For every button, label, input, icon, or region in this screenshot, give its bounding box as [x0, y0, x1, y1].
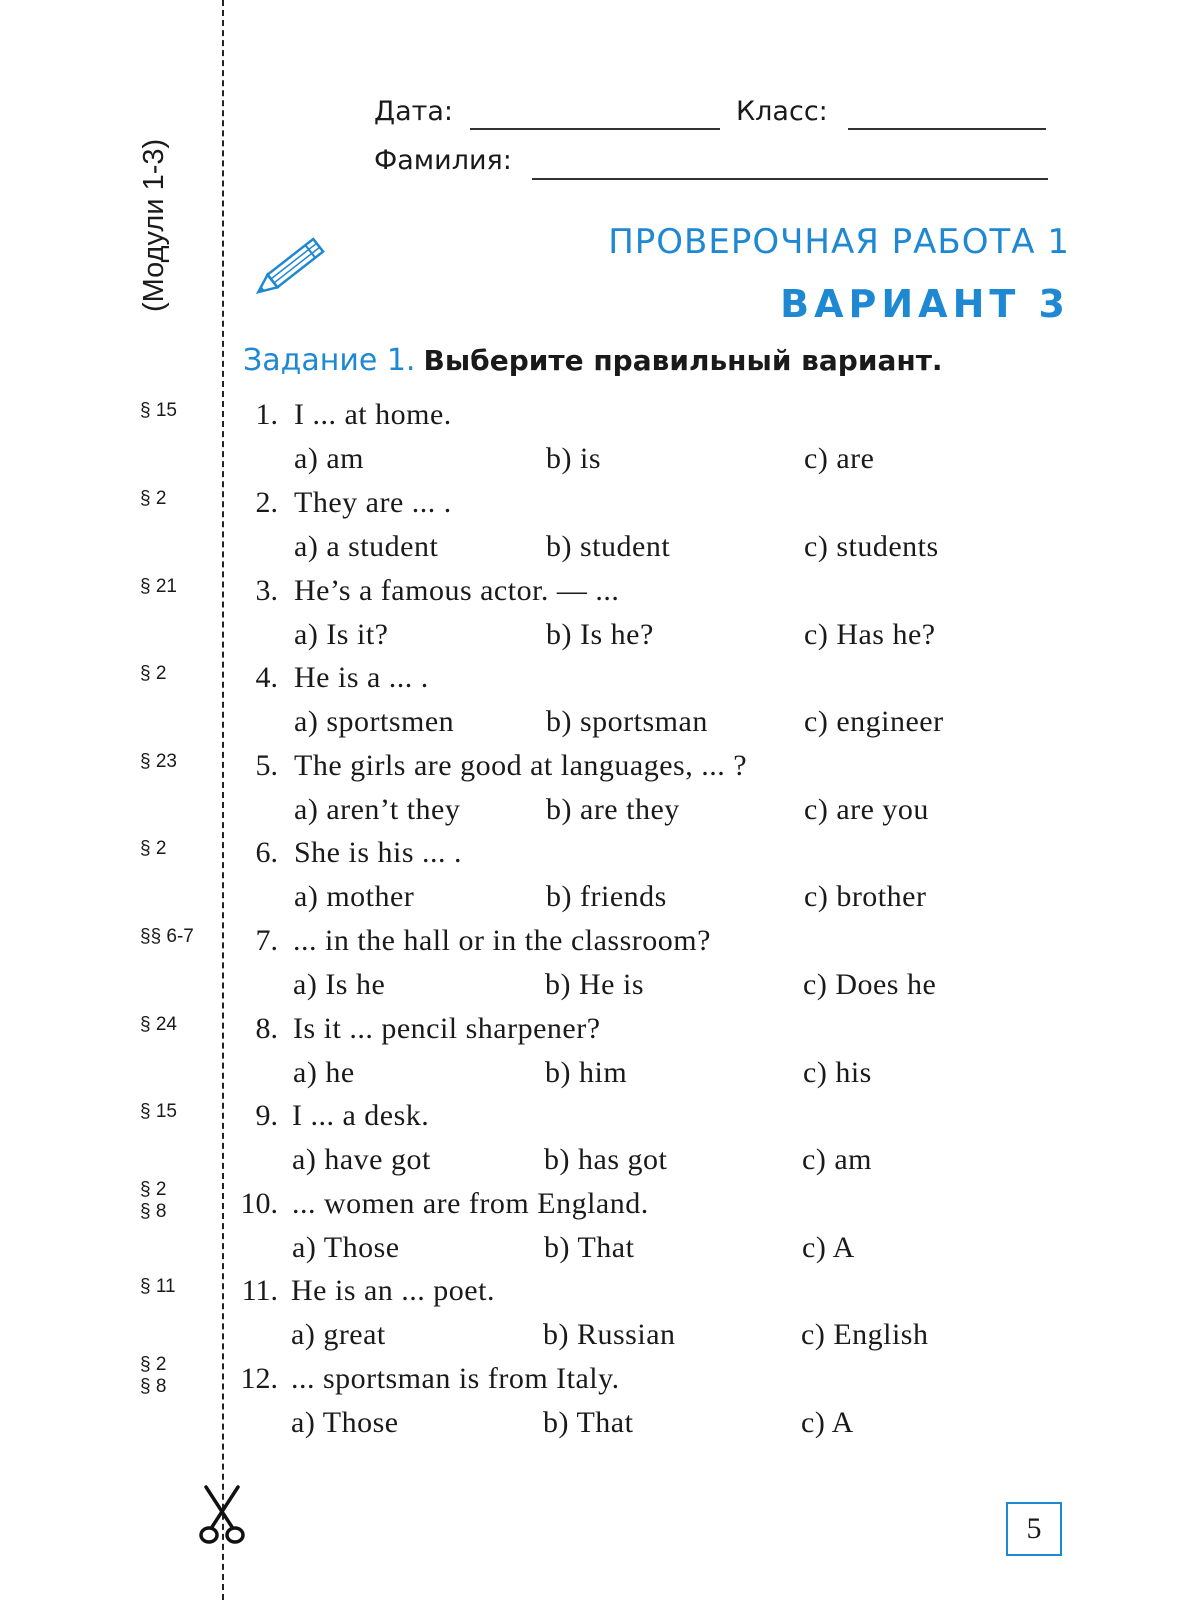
answer-option[interactable]	[294, 705, 454, 739]
grammar-reference-line: § 2	[140, 488, 167, 509]
grammar-reference-line: § 24	[140, 1014, 177, 1035]
grammar-reference-line: § 2	[140, 1354, 167, 1375]
option-letter: c)	[804, 705, 829, 738]
option-letter: c)	[803, 968, 828, 1001]
question-text: I ... at home.	[294, 398, 452, 431]
question-item	[0, 1012, 1200, 1102]
option-letter: b)	[546, 705, 572, 738]
question-text: ... in the hall or in the classroom?	[293, 924, 711, 957]
answer-option[interactable]	[294, 442, 364, 476]
grammar-reference	[140, 926, 194, 948]
option-letter: a)	[294, 880, 319, 913]
question-item	[0, 574, 1200, 664]
question-item	[0, 398, 1200, 488]
option-letter: c)	[804, 880, 829, 913]
grammar-reference-line: § 8	[140, 1201, 167, 1222]
answer-option[interactable]	[546, 880, 667, 914]
answer-option[interactable]	[801, 1318, 928, 1352]
option-letter: c)	[801, 1406, 826, 1439]
question-number: 3.	[255, 574, 278, 607]
answer-option[interactable]	[291, 1406, 399, 1440]
option-letter: b)	[546, 793, 572, 826]
grammar-reference-line: §§ 6-7	[140, 926, 194, 947]
question-number: 10.	[240, 1187, 278, 1220]
option-text: friends	[580, 880, 667, 913]
question-text: ... sportsman is from Italy.	[291, 1362, 620, 1395]
date-field[interactable]	[470, 128, 720, 130]
grammar-reference	[140, 838, 166, 860]
option-text: Does he	[835, 968, 937, 1001]
grammar-reference	[140, 488, 166, 510]
grammar-reference	[140, 576, 177, 598]
option-text: has got	[578, 1143, 668, 1176]
option-letter: a)	[294, 793, 319, 826]
grammar-reference	[140, 1179, 166, 1223]
question-number: 12.	[240, 1362, 278, 1395]
option-letter: a)	[292, 1143, 317, 1176]
answer-option[interactable]	[294, 618, 388, 652]
answer-option[interactable]	[544, 1231, 634, 1265]
option-text: mother	[326, 880, 415, 913]
answer-option[interactable]	[804, 793, 929, 827]
option-letter: a)	[291, 1406, 316, 1439]
grammar-reference-line: § 2	[140, 838, 167, 859]
option-text: great	[323, 1318, 386, 1351]
option-letter: c)	[804, 442, 829, 475]
answer-option[interactable]	[804, 442, 874, 476]
pencil-icon	[246, 228, 338, 306]
option-text: Is it?	[326, 618, 389, 651]
grammar-reference-line: § 11	[140, 1276, 176, 1297]
question-text: ... women are from England.	[292, 1187, 649, 1220]
answer-option[interactable]	[543, 1406, 633, 1440]
question-item	[0, 1274, 1200, 1364]
question-number: 1.	[255, 398, 278, 431]
option-text: He is	[579, 968, 644, 1001]
answer-option[interactable]	[804, 530, 939, 564]
option-letter: b)	[544, 1143, 570, 1176]
option-text: brother	[836, 880, 927, 913]
option-letter: a)	[292, 1231, 317, 1264]
question-item	[0, 1099, 1200, 1189]
grammar-reference-line: § 2	[140, 663, 167, 684]
grammar-reference-line: § 2	[140, 1179, 167, 1200]
surname-field[interactable]	[532, 178, 1048, 180]
option-text: him	[579, 1056, 628, 1089]
question-item	[0, 661, 1200, 751]
question-item	[0, 836, 1200, 926]
option-letter: a)	[294, 442, 319, 475]
option-text: Is he?	[580, 618, 654, 651]
option-letter: c)	[804, 793, 829, 826]
option-letter: c)	[802, 1231, 827, 1264]
option-letter: a)	[291, 1318, 316, 1351]
option-text: are	[836, 442, 875, 475]
class-field[interactable]	[848, 128, 1046, 130]
question-item	[0, 1354, 1200, 1452]
variant-title: ВАРИАНТ 3	[780, 282, 1070, 326]
answer-option[interactable]	[294, 530, 438, 564]
option-text: are you	[836, 793, 929, 826]
option-letter: b)	[545, 968, 571, 1001]
work-title: ПРОВЕРОЧНАЯ РАБОТА 1	[608, 222, 1070, 262]
grammar-reference	[140, 1014, 177, 1036]
answer-option[interactable]	[546, 442, 601, 476]
option-text: have got	[324, 1143, 431, 1176]
answer-option[interactable]	[803, 968, 936, 1002]
option-text: am	[326, 442, 364, 475]
option-letter: b)	[544, 1231, 570, 1264]
option-text: am	[834, 1143, 872, 1176]
option-letter: a)	[294, 705, 319, 738]
grammar-reference-line: § 21	[140, 576, 177, 597]
scissors-icon	[198, 1485, 246, 1545]
option-letter: b)	[543, 1318, 569, 1351]
grammar-reference	[140, 1101, 177, 1123]
class-label: Класс:	[736, 96, 828, 127]
grammar-reference	[140, 1276, 176, 1298]
answer-option[interactable]	[546, 793, 680, 827]
option-letter: c)	[804, 618, 829, 651]
option-letter: b)	[546, 880, 572, 913]
option-text: is	[580, 442, 602, 475]
page-number: 5	[1006, 1502, 1062, 1556]
answer-option[interactable]	[546, 618, 654, 652]
option-letter: b)	[546, 618, 572, 651]
option-text: A	[831, 1406, 854, 1439]
option-letter: a)	[293, 968, 318, 1001]
grammar-reference	[140, 751, 177, 773]
question-text: They are ... .	[294, 486, 452, 519]
answer-option[interactable]	[544, 1143, 667, 1177]
question-number: 6.	[255, 836, 278, 869]
answer-option[interactable]	[546, 705, 708, 739]
grammar-reference-line: § 15	[140, 1101, 177, 1122]
option-letter: b)	[543, 1406, 569, 1439]
answer-option[interactable]	[802, 1231, 855, 1265]
question-item	[0, 486, 1200, 576]
option-text: That	[577, 1231, 635, 1264]
date-label: Дата:	[374, 96, 454, 127]
option-letter: a)	[294, 530, 319, 563]
modules-side-label: (Модули 1-3)	[138, 138, 170, 312]
option-text: he	[325, 1056, 355, 1089]
answer-option[interactable]	[294, 793, 460, 827]
question-item	[0, 749, 1200, 839]
answer-option[interactable]	[292, 1231, 400, 1265]
option-text: Those	[322, 1406, 399, 1439]
task-heading	[243, 343, 943, 378]
option-text: aren’t they	[326, 793, 461, 826]
grammar-reference-line: § 8	[140, 1376, 167, 1397]
option-letter: c)	[802, 1143, 827, 1176]
answer-option[interactable]	[802, 1143, 872, 1177]
option-text: engineer	[836, 705, 944, 738]
option-letter: c)	[804, 530, 829, 563]
option-text: students	[836, 530, 939, 563]
answer-option[interactable]	[292, 1143, 431, 1177]
question-text: Is it ... pencil sharpener?	[293, 1012, 601, 1045]
option-letter: b)	[546, 442, 572, 475]
answer-option[interactable]	[546, 530, 670, 564]
answer-option[interactable]	[543, 1318, 676, 1352]
option-letter: c)	[801, 1318, 826, 1351]
option-letter: b)	[545, 1056, 571, 1089]
question-text: She is his ... .	[294, 836, 463, 869]
question-text: I ... a desk.	[292, 1099, 430, 1132]
grammar-reference-line: § 15	[140, 400, 177, 421]
option-text: Has he?	[836, 618, 936, 651]
option-text: are they	[580, 793, 680, 826]
task-instruction: Выберите правильный вариант.	[423, 344, 943, 377]
option-text: a student	[326, 530, 439, 563]
answer-option[interactable]	[294, 880, 414, 914]
option-text: his	[835, 1056, 872, 1089]
question-number: 7.	[255, 924, 278, 957]
answer-option[interactable]	[804, 618, 936, 652]
answer-option[interactable]	[293, 968, 385, 1002]
surname-label: Фамилия:	[374, 145, 512, 176]
question-number: 2.	[255, 486, 278, 519]
answer-option[interactable]	[804, 880, 926, 914]
answer-option[interactable]	[545, 1056, 627, 1090]
option-text: sportsmen	[326, 705, 455, 738]
question-number: 11.	[241, 1274, 278, 1307]
option-letter: a)	[294, 618, 319, 651]
question-number: 9.	[255, 1099, 278, 1132]
question-item	[0, 1179, 1200, 1277]
question-number: 5.	[255, 749, 278, 782]
option-text: sportsman	[580, 705, 708, 738]
option-text: Russian	[577, 1318, 676, 1351]
option-text: A	[832, 1231, 855, 1264]
answer-option[interactable]	[545, 968, 644, 1002]
option-letter: c)	[803, 1056, 828, 1089]
question-item	[0, 924, 1200, 1014]
answer-option[interactable]	[804, 705, 944, 739]
answer-option[interactable]	[803, 1056, 872, 1090]
option-text: Is he	[325, 968, 386, 1001]
question-number: 8.	[255, 1012, 278, 1045]
question-number: 4.	[255, 661, 278, 694]
option-text: That	[576, 1406, 634, 1439]
grammar-reference	[140, 400, 177, 422]
grammar-reference	[140, 663, 166, 685]
question-text: He is an ... poet.	[291, 1274, 495, 1307]
question-text: The girls are good at languages, ... ?	[294, 749, 748, 782]
option-letter: a)	[293, 1056, 318, 1089]
grammar-reference-line: § 23	[140, 751, 177, 772]
option-letter: b)	[546, 530, 572, 563]
task-number: Задание 1.	[243, 343, 416, 378]
question-text: He’s a famous actor. — ...	[294, 574, 620, 607]
option-text: English	[833, 1318, 929, 1351]
option-text: student	[580, 530, 671, 563]
answer-option[interactable]	[291, 1318, 386, 1352]
question-text: He is a ... .	[294, 661, 429, 694]
answer-option[interactable]	[293, 1056, 355, 1090]
grammar-reference	[140, 1354, 166, 1398]
answer-option[interactable]	[801, 1406, 854, 1440]
option-text: Those	[323, 1231, 400, 1264]
